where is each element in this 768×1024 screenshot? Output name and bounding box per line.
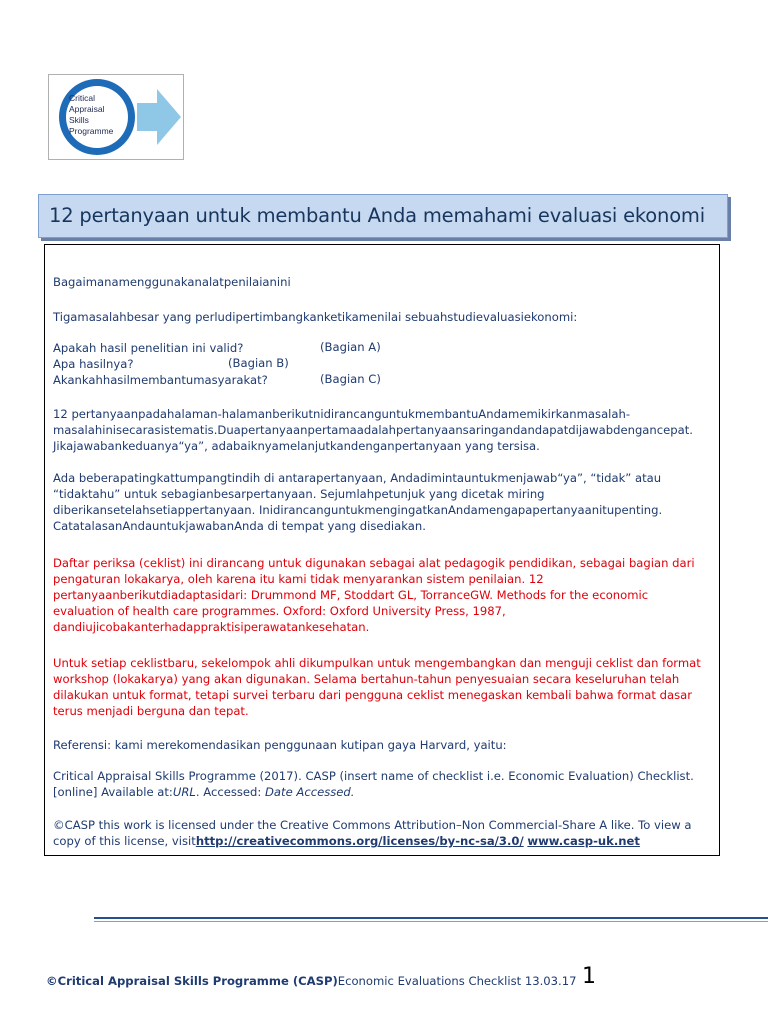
title-banner <box>38 194 728 238</box>
red1-line-2: pengaturan lokakarya, oleh karena itu kami tidak menyarankan sistem penilaian. 12 <box>53 572 544 586</box>
red1-line-5: dandiujicobakanterhadappraktisiperawatankesehatan. <box>53 620 370 634</box>
footer-divider-secondary <box>94 921 768 922</box>
para2-line-3: diberikansetelahsetiappertanyaan. InidirancanguntukmengingatkanAndamengapapertanyaanitupenting. <box>53 503 663 517</box>
red2-line-2: workshop (lokakarya) yang akan digunakan. Selama bertahun-tahun penyesuaian secara keseluruhan telah <box>53 672 680 686</box>
logo-line-1: Critical <box>69 93 95 103</box>
page-title: 12 pertanyaan untuk membantu Anda memahami evaluasi ekonomi <box>49 204 705 227</box>
instructions-box <box>44 244 720 856</box>
footer-checklist-name: Economic Evaluations Checklist 13.03.17 <box>337 974 577 988</box>
arrow-icon <box>137 89 181 145</box>
footer-divider <box>94 917 768 919</box>
red2-line-4: terus menjadi berguna dan tepat. <box>53 704 249 718</box>
footer-text <box>46 974 576 988</box>
red1-line-3: pertanyaanberikutdiadaptasidari: Drummond MF, Stoddart GL, TorranceGW. Methods for the economic <box>53 588 649 602</box>
red2-line-1: Untuk setiap ceklistbaru, sekelompok ahli dikumpulkan untuk mengembangkan dan menguji ceklist dan format <box>53 656 701 670</box>
license-line-2 <box>53 833 640 849</box>
question-2-part: (Bagian B) <box>228 356 289 370</box>
casp-logo <box>48 74 184 160</box>
logo-line-2: Appraisal <box>69 104 105 114</box>
creative-commons-link[interactable]: http://creativecommons.org/licenses/by-nc-sa/3.0/ <box>195 834 524 848</box>
page-number: 1 <box>582 964 596 989</box>
para2-line-2: “tidaktahu” untuk sebagianbesarpertanyaan. Sejumlahpetunjuk yang dicetak miring <box>53 487 545 501</box>
para1-line-2: masalahinisecarasistematis.Duapertanyaanpertamaadalahpertanyaansaringandandapatdijawabdengancepat. <box>53 423 693 437</box>
intro-text: Tigamasalahbesar yang perludipertimbangkanketikamenilai sebuahstudievaluasiekonomi: <box>53 310 578 324</box>
license-line-1: ©CASP this work is licensed under the Creative Commons Attribution–Non Commercial-Share A like. To view a <box>53 818 692 832</box>
red1-line-4: evaluation of health care programmes. Oxford: Oxford University Press, 1987, <box>53 604 506 618</box>
para1-line-1: 12 pertanyaanpadahalaman-halamanberikutnidirancanguntukmembantuAndamemikirkanmasalah- <box>53 407 631 421</box>
para2-line-1: Ada beberapatingkattumpangtindih di antarapertanyaan, Andadimintauntukmenjawab“ya”, “tidak” atau <box>53 471 662 485</box>
logo-line-3: Skills <box>69 115 89 125</box>
red1-line-1: Daftar periksa (ceklist) ini dirancang untuk digunakan sebagai alat pedagogik pendidikan, sebagai bagian dari <box>53 556 695 570</box>
citation-line-1: Critical Appraisal Skills Programme (2017). CASP (insert name of checklist i.e. Economic Evaluation) Checklist. <box>53 769 694 783</box>
citation-line-2 <box>53 784 354 800</box>
para2-line-4: CatatalasanAndauntukjawabanAnda di tempat yang disediakan. <box>53 519 426 533</box>
question-2-text: Apa hasilnya? <box>53 357 134 371</box>
para1-line-3: Jikajawabankeduanya“ya”, adabaiknyamelanjutkandenganpertanyaan yang tersisa. <box>53 439 540 453</box>
citation-accessed: . Accessed: <box>195 785 265 799</box>
question-3-part: (Bagian C) <box>320 372 381 386</box>
logo-line-4: Programme <box>69 126 114 136</box>
citation-available-at: [online] Available at: <box>53 785 173 799</box>
license-visit-text: copy of this license, visit <box>53 834 196 848</box>
footer-copyright: ©Critical Appraisal Skills Programme (CASP) <box>46 974 338 988</box>
citation-date-placeholder: Date Accessed. <box>265 785 355 799</box>
casp-website-link[interactable]: www.casp-uk.net <box>527 834 640 848</box>
question-1-part: (Bagian A) <box>320 340 381 354</box>
red2-line-3: dilakukan untuk format, tetapi survei terbaru dari pengguna ceklist menegaskan kembali bahwa format dasar <box>53 688 692 702</box>
casp-logo-graphic <box>49 75 183 159</box>
how-to-heading: Bagaimanamenggunakanalatpenilaianini <box>53 275 291 289</box>
citation-url-placeholder: URL <box>172 785 196 799</box>
question-1-text: Apakah hasil penelitian ini valid? <box>53 341 244 355</box>
question-3-text: Akankahhasilmembantumasyarakat? <box>53 373 268 387</box>
reference-intro: Referensi: kami merekomendasikan penggunaan kutipan gaya Harvard, yaitu: <box>53 738 507 752</box>
